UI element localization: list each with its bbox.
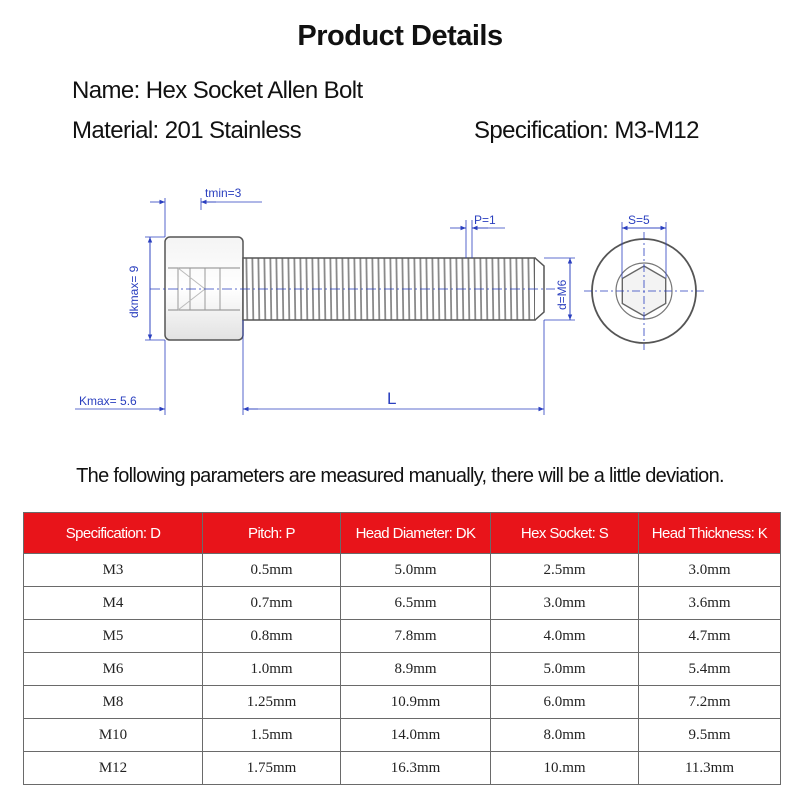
tmin-label: tmin=3 xyxy=(205,186,242,200)
table-cell: 4.0mm xyxy=(491,620,639,653)
table-cell: 2.5mm xyxy=(491,554,639,587)
table-cell: M3 xyxy=(24,554,203,587)
table-cell: 6.0mm xyxy=(491,686,639,719)
table-cell: M12 xyxy=(24,752,203,785)
table-cell: M8 xyxy=(24,686,203,719)
pitch-dimension xyxy=(450,213,505,258)
table-cell: 5.4mm xyxy=(639,653,781,686)
table-cell: 0.7mm xyxy=(203,587,341,620)
table-cell: 8.9mm xyxy=(341,653,491,686)
table-cell: 0.8mm xyxy=(203,620,341,653)
table-cell: M10 xyxy=(24,719,203,752)
table-cell: 0.5mm xyxy=(203,554,341,587)
table-row xyxy=(24,554,781,587)
product-specification: Specification: M3-M12 xyxy=(474,117,699,144)
table-cell: 5.0mm xyxy=(341,554,491,587)
table-row xyxy=(24,752,781,785)
table-cell: 7.2mm xyxy=(639,686,781,719)
table-cell: 5.0mm xyxy=(491,653,639,686)
table-cell: M6 xyxy=(24,653,203,686)
length-label: L xyxy=(387,389,397,408)
column-header: Head Thickness: K xyxy=(639,513,781,554)
table-cell: 10.mm xyxy=(491,752,639,785)
table-cell: 1.0mm xyxy=(203,653,341,686)
column-header: Pitch: P xyxy=(203,513,341,554)
table-cell: 14.0mm xyxy=(341,719,491,752)
spec-table xyxy=(23,512,781,785)
table-cell: 1.25mm xyxy=(203,686,341,719)
table-cell: 9.5mm xyxy=(639,719,781,752)
socket-label: S=5 xyxy=(628,213,650,227)
column-header: Hex Socket: S xyxy=(491,513,639,554)
table-row xyxy=(24,587,781,620)
table-cell: M4 xyxy=(24,587,203,620)
d-label: d=M6 xyxy=(555,279,569,310)
product-name: Name: Hex Socket Allen Bolt xyxy=(72,77,363,104)
pitch-label: P=1 xyxy=(474,213,496,227)
table-cell: 8.0mm xyxy=(491,719,639,752)
column-header: Head Diameter: DK xyxy=(341,513,491,554)
dkmax-label: dkmax= 9 xyxy=(127,265,141,318)
table-cell: 16.3mm xyxy=(341,752,491,785)
table-row xyxy=(24,719,781,752)
column-header: Specification: D xyxy=(24,513,203,554)
table-cell: 6.5mm xyxy=(341,587,491,620)
table-cell: 11.3mm xyxy=(639,752,781,785)
table-cell: 3.6mm xyxy=(639,587,781,620)
table-cell: M5 xyxy=(24,620,203,653)
bolt-technical-drawing xyxy=(0,170,800,430)
length-dimension xyxy=(243,320,544,415)
table-cell: 10.9mm xyxy=(341,686,491,719)
table-row xyxy=(24,653,781,686)
table-header-row xyxy=(24,513,781,554)
table-cell: 1.5mm xyxy=(203,719,341,752)
bolt-end-view xyxy=(584,232,704,350)
table-cell: 3.0mm xyxy=(491,587,639,620)
tmin-dimension xyxy=(150,186,262,237)
table-row xyxy=(24,620,781,653)
table-row xyxy=(24,686,781,719)
table-cell: 7.8mm xyxy=(341,620,491,653)
table-cell: 1.75mm xyxy=(203,752,341,785)
dkmax-dimension xyxy=(127,237,165,340)
measurement-note: The following parameters are measured manually, there will be a little deviation. xyxy=(76,465,724,487)
table-cell: 3.0mm xyxy=(639,554,781,587)
product-material: Material: 201 Stainless xyxy=(72,117,301,144)
table-cell: 4.7mm xyxy=(639,620,781,653)
page-title: Product Details xyxy=(297,20,503,52)
bolt-head xyxy=(165,237,243,340)
kmax-label: Kmax= 5.6 xyxy=(79,394,137,408)
